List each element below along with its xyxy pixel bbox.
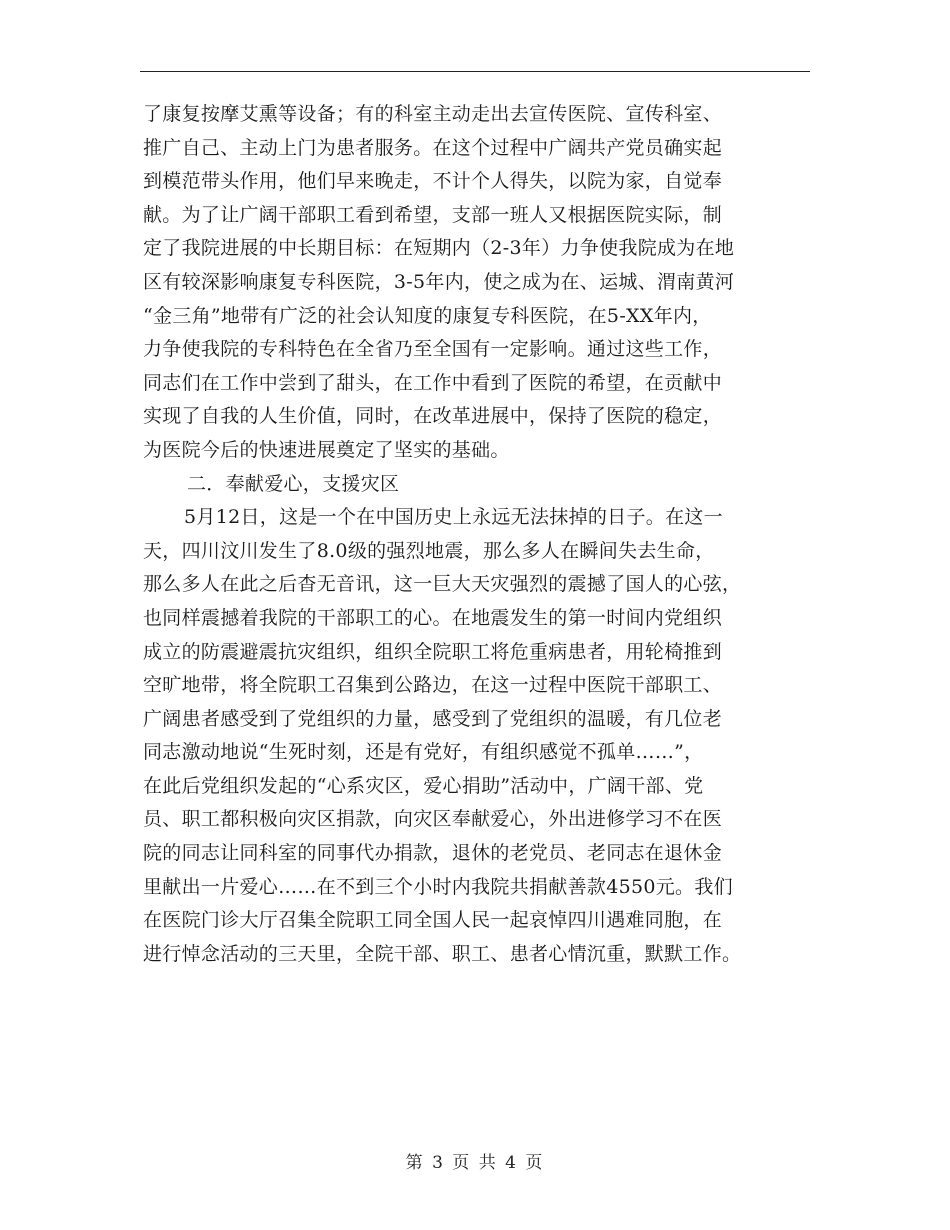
text-line: 力争使我院的专科特色在全省乃至全国有一定影响。通过这些工作，	[143, 338, 723, 361]
document-body	[143, 98, 813, 971]
text-line: 了康复按摩艾熏等设备；有的科室主动走出去宣传医院、宣传科室、	[143, 103, 723, 125]
text-line: 空旷地带，将全院职工召集到公路边，在这一过程中医院干部职工、	[143, 674, 723, 697]
paragraph-1	[143, 98, 813, 468]
text-line: 同志们在工作中尝到了甜头，在工作中看到了医院的希望，在贡献中	[143, 371, 723, 394]
text-line: 广阔患者感受到了党组织的力量，感受到了党组织的温暖，有几位老	[143, 707, 723, 730]
text-line: 献。为了让广阔干部职工看到希望，支部一班人又根据医院实际，制	[143, 203, 723, 226]
text-line: 院的同志让同科室的同事代办捐款，退休的老党员、老同志在退休金	[143, 842, 723, 865]
paragraph-2	[143, 501, 813, 971]
text-line: 为医院今后的快速进展奠定了坚实的基础。	[143, 438, 510, 461]
text-line: 在医院门诊大厅召集全院职工同全国人民一起哀悼四川遇难同胞，在	[143, 909, 723, 932]
text-line: 也同样震撼着我院的干部职工的心。在地震发生的第一时间内党组织	[143, 606, 723, 629]
text-line: 在此后党组织发起的“心系灾区，爱心捐助”活动中，广阔干部、党	[143, 774, 704, 797]
text-line: 推广自己、主动上门为患者服务。在这个过程中广阔共产党员确实起	[143, 136, 723, 159]
text-line: 定了我院进展的中长期目标：在短期内（2-3年）力争使我院成为在地	[143, 237, 735, 260]
text-line: 同志激动地说“生死时刻，还是有党好，有组织感觉不孤单……”，	[143, 741, 704, 764]
text-line: 5月12日，这是一个在中国历史上永远无法抹掉的日子。在这一	[184, 506, 723, 529]
text-line: 实现了自我的人生价值，同时，在改革进展中，保持了医院的稳定，	[143, 405, 723, 428]
text-line: 里献出一片爱心……在不到三个小时内我院共捐献善款4550元。我们	[143, 875, 733, 898]
text-line: 成立的防震避震抗灾组织，组织全院职工将危重病患者，用轮椅推到	[143, 640, 723, 663]
header-rule	[140, 71, 810, 72]
text-line: “金三角”地带有广泛的社会认知度的康复专科医院，在5-XX年内，	[143, 304, 712, 327]
text-line: 天，四川汶川发生了8.0级的强烈地震，那么多人在瞬间失去生命，	[143, 539, 715, 562]
page-number-footer: 第 3 页 共 4 页	[405, 1153, 545, 1173]
text-line: 到模范带头作用，他们早来晚走，不计个人得失，以院为家，自觉奉	[143, 170, 723, 193]
text-line: 进行悼念活动的三天里，全院干部、职工、患者心情沉重，默默工作。	[143, 942, 742, 965]
text-line: 那么多人在此之后杳无音讯，这一巨大天灾强烈的震撼了国人的心弦，	[143, 573, 742, 596]
text-line: 区有较深影响康复专科医院，3-5年内，使之成为在、运城、渭南黄河	[143, 270, 735, 293]
text-line: 员、职工都积极向灾区捐款，向灾区奉献爱心，外出进修学习不在医	[143, 808, 723, 831]
section-heading: 二．奉献爱心，支援灾区	[187, 472, 400, 495]
